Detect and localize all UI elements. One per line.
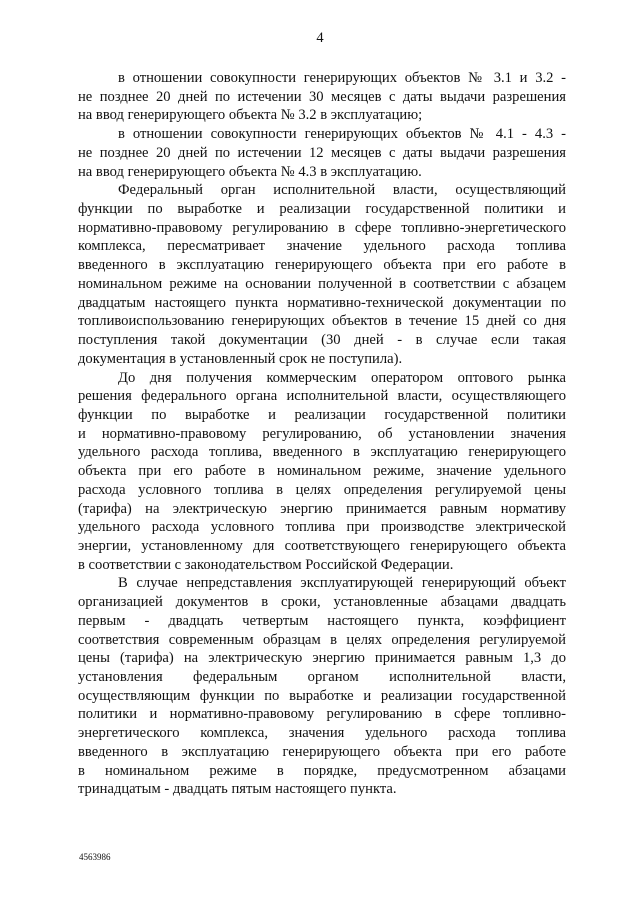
text-line: на ввод генерирующего объекта № 3.2 в эксплуатацию;: [78, 107, 423, 124]
text-line: До дня получения коммерческим оператором оптового рынка: [118, 369, 566, 386]
text-line: энергетического комплекса, значения удельного расхода топлива: [78, 725, 566, 742]
text-line: (тарифа) на электрическую энергию принимается равным нормативу: [78, 500, 566, 517]
text-line: осуществляющим функции по выработке и реализации государственной: [78, 687, 566, 704]
text-line: поступления такой документации (30 дней - в случае если такая: [78, 332, 566, 349]
paragraph-deadline-objects-3: [78, 69, 566, 125]
text-line: организацией документов в сроки, установленные абзацами двадцать: [78, 594, 566, 611]
document-body: [78, 69, 566, 799]
text-line: функции по выработке и реализации государственной политики и: [78, 201, 566, 218]
text-line: функции по выработке и реализации государственной политики: [78, 406, 566, 423]
text-line: введенного в эксплуатацию генерирующего объекта при его работе: [78, 743, 566, 760]
paragraph-until-decision: [78, 369, 566, 575]
text-line: и нормативно-правовому регулированию, об установлении значения: [78, 425, 566, 442]
text-line: на ввод генерирующего объекта № 4.3 в эксплуатацию.: [78, 163, 422, 180]
text-line: в номинальном режиме в порядке, предусмотренном абзацами: [78, 762, 566, 779]
text-line: расхода условного топлива в целях определения регулируемой цены: [78, 481, 566, 498]
text-line: в отношении совокупности генерирующих объектов № 3.1 и 3.2 -: [118, 70, 566, 86]
text-line: В случае непредставления эксплуатирующей генерирующий объект: [118, 575, 566, 592]
text-line: первым - двадцать четвертым настоящего пункта, коэффициент: [78, 612, 566, 629]
text-line: удельного расхода топлива, введенного в эксплуатацию генерирующего: [78, 444, 566, 461]
text-line: в соответствии с законодательством Российской Федерации.: [78, 556, 454, 573]
text-line: топливоиспользованию генерирующих объектов в течение 15 дней со дня: [78, 313, 566, 330]
text-line: цены (тарифа) на электрическую энергию принимается равным 1,3 до: [78, 650, 566, 667]
text-line: установления федеральным органом исполнительной власти,: [78, 669, 566, 685]
text-line: комплекса, пересматривает значение удельного расхода топлива: [78, 238, 566, 255]
text-line: удельного расхода условного топлива при производстве электрической: [78, 519, 566, 536]
text-line: энергии, установленному для соответствующего генерирующего объекта: [78, 537, 566, 554]
text-line: двадцатым настоящего пункта нормативно-технической документации по: [78, 294, 566, 311]
text-line: не позднее 20 дней по истечении 12 месяцев с даты выдачи разрешения: [78, 144, 566, 161]
text-line: объекта при его работе в номинальном режиме, значение удельного: [78, 463, 566, 480]
text-line: введенного в эксплуатацию генерирующего объекта при его работе в: [78, 257, 566, 274]
document-code: 4563986: [79, 852, 111, 862]
paragraph-federal-body-review: [78, 181, 566, 368]
text-line: политики и нормативно-правовому регулированию в сфере топливно-: [78, 706, 566, 723]
paragraph-non-submission: [78, 574, 566, 799]
text-line: документация в установленный срок не поступила).: [78, 350, 403, 367]
text-line: тринадцатым - двадцать пятым настоящего пункта.: [78, 781, 397, 798]
text-line: Федеральный орган исполнительной власти, осуществляющий: [118, 182, 566, 199]
text-line: нормативно-правовому регулированию в сфере топливно-энергетического: [78, 219, 566, 236]
text-line: соответствия современным образцам в целях определения регулируемой: [78, 631, 566, 648]
text-line: номинальном режиме на основании полученной в соответствии с абзацем: [78, 275, 566, 292]
page-number: 4: [316, 30, 324, 46]
text-line: решения федерального органа исполнительной власти, осуществляющего: [78, 388, 566, 405]
text-line: в отношении совокупности генерирующих объектов № 4.1 - 4.3 -: [118, 126, 566, 143]
paragraph-deadline-objects-4: [78, 125, 566, 181]
text-line: не позднее 20 дней по истечении 30 месяцев с даты выдачи разрешения: [78, 88, 566, 105]
